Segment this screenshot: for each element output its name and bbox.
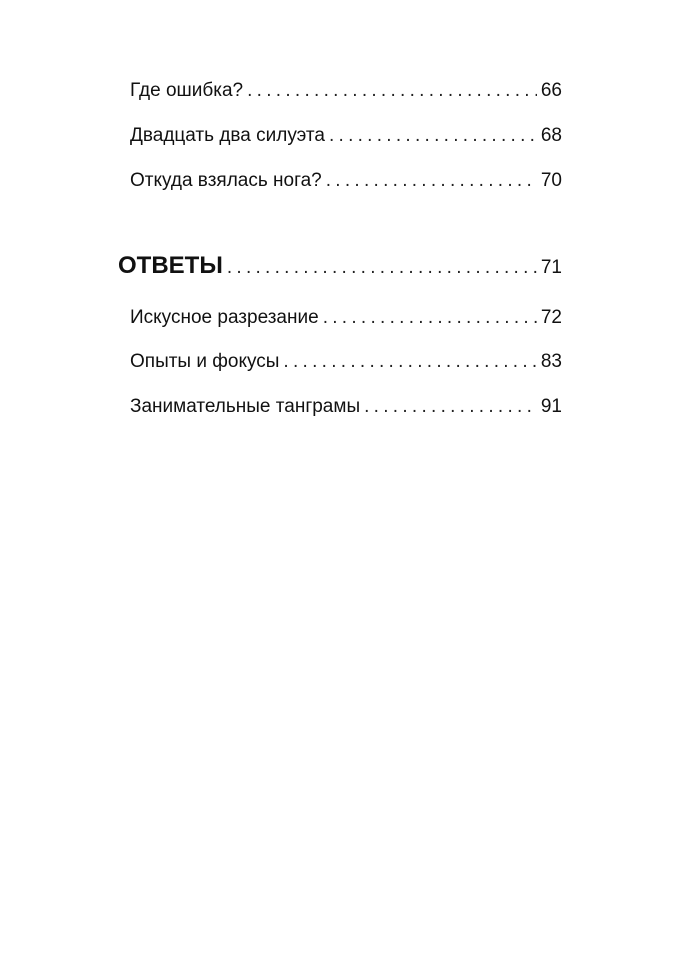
toc-section-title: ОТВЕТЫ [118, 252, 223, 279]
toc-entry-page: 91 [540, 396, 562, 417]
toc-entry[interactable] [130, 307, 562, 329]
toc-entry-title: Где ошибка? [130, 80, 244, 101]
toc-entry[interactable] [130, 125, 562, 147]
toc-entry[interactable] [130, 351, 562, 373]
toc-entry[interactable] [130, 80, 562, 102]
toc-section-page: 71 [540, 257, 562, 278]
dot-leader [283, 351, 536, 373]
dot-leader [364, 396, 537, 418]
toc-entry-title: Занимательные танграмы [130, 396, 361, 417]
dot-leader [227, 257, 537, 279]
toc-entry-title: Опыты и фокусы [130, 351, 280, 372]
toc-entry[interactable] [130, 396, 562, 418]
toc-entry-title: Двадцать два силуэта [130, 125, 325, 146]
toc-entry-page: 83 [540, 351, 562, 372]
toc-entry-page: 70 [540, 170, 562, 191]
toc-entry-title: Откуда взялась нога? [130, 170, 322, 191]
toc-entry-page: 72 [540, 307, 562, 328]
toc-entry-page: 66 [540, 80, 562, 101]
toc-entry[interactable] [130, 170, 562, 192]
toc-entry-page: 68 [540, 125, 562, 146]
dot-leader [247, 80, 537, 102]
dot-leader [323, 307, 537, 329]
toc-entry-title: Искусное разрезание [130, 307, 319, 328]
dot-leader [326, 170, 537, 192]
toc-section-heading[interactable] [118, 252, 562, 280]
dot-leader [329, 125, 537, 147]
